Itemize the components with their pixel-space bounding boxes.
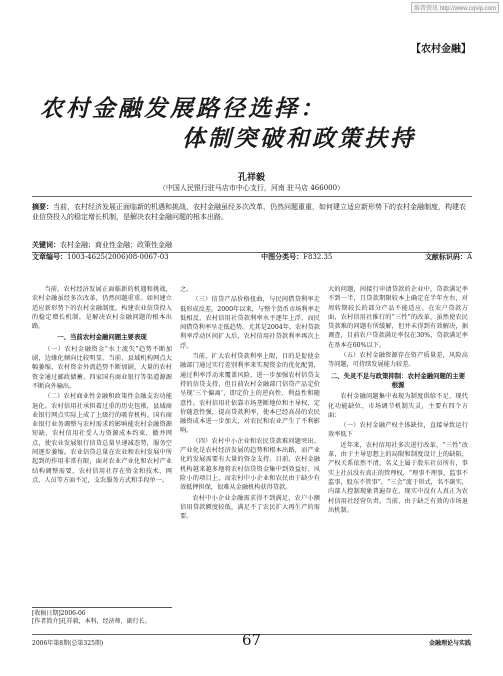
section-heading: 二、失灵不足与政策抑制：农村金融问题的主要根源 [330, 371, 466, 389]
author-info: [作者简介]孔祥毅，本科，经济师，副行长。 [32, 618, 151, 625]
body-column-1 [32, 285, 172, 486]
watermark: 维普资讯 http://www.cqvip.com [411, 2, 499, 13]
paragraph: （五）农村金融资源存在资产质量差，风险高等问题，可持续发展能力较差。 [328, 352, 468, 369]
paragraph: 农村中小企业金融需求得不到满足，农户小额信用贷款额度较低，满足不了农民扩大再生产的需要。 [180, 494, 320, 521]
journal-name: 金融理论与实践 [428, 641, 471, 647]
clc-code: F832.35 [303, 253, 333, 261]
title-line-2: 体制突破和政策扶持 [182, 125, 416, 152]
paragraph: 之。 [180, 286, 193, 293]
doc-code: A [466, 253, 472, 261]
keywords-text: 农村金融；商业性金融；政策性金融 [60, 241, 172, 249]
page-number: 67 [241, 631, 262, 649]
article-meta [32, 252, 472, 262]
doc-code-label: 文献标识码： [424, 252, 467, 261]
body-column-3 [328, 285, 468, 516]
keywords [32, 240, 472, 250]
body-column-2 [180, 285, 320, 522]
footnote [32, 607, 172, 626]
abstract [32, 202, 472, 222]
received-date: [收稿日期]2006-06 [32, 610, 86, 617]
clc-label: 中图分类号： [261, 252, 304, 261]
paragraph: （二）农村商业性金融和政策性金融支农功能退化。农村信用社承担着过重的历史包袱，县域商业银行网点实际上成了上级行的吸存机构。国有商业银行业务调整与农村需求的影响能农村金融资源短缺，农村信用社受人力资源成本约束，撤并网点，使农业发展银行信贷总量呈递减态势，服务空间逐步萎缩。农业信贷总量在农业和农村发展中所起到的作用非常有限，面对农业产业化和农村产业结构调整需要，农村信用社存在资金和技术、网点、人员等方面不足，支农服务方式和手段单一。 [32, 393, 172, 484]
title-line-1: 农村金融发展路径选择： [40, 95, 326, 122]
issue-info: 2006年第8期(总第325期) [32, 640, 104, 647]
paragraph: 大的问题，间接行申请贷款的企业中，贷款满足率不到一半，且贷款期限较本上确定在半年左右，对周转期较长的部分产品不能适应。在农户贷款方面，农村信用社推行的“三性”的改革，虽然使农民贷款难的问题有所缓解，但并未得到有效解决，据调查，目前农户贷款满足率仅在30%，贷款满足率在基本在60%以下。 [328, 286, 468, 349]
paragraph: （四）农村中小企业和农民贷款难问题突出。产业化是农村经济发展的趋势和根本出路，而产业化的发展需要有大量的资金支持。目前，农村金融机构越来越多地将农村信贷资金集中到效益好、风险小的项目上，而农村中小企业和农民由于缺少有效抵押担保，很难从金融机构获得贷款。 [180, 437, 320, 492]
author-name: 孔祥毅 [237, 173, 265, 183]
author-affiliation: （中国人民银行驻马店市中心支行，河南 驻马店 466000） [158, 184, 345, 192]
paragraph: （一）农村金融产权主体缺位，直接导致运行效率低下 [328, 422, 468, 439]
paragraph: 当前，扩大农村贷款利率上限，目的是促使金融部门通过实行差别利率来实现资金的优化配置，通过利率浮动来覆盖风险，进一步加强农村信贷支持的信贷支持，但目前农村金融部门信贷产品定价呈现‘三个偏离’，即定价上的逆向性、利益性和随意性。农村信用社依靠市场垄断地位和主导权，定价随意性强，提高贷款利率，使本已经高昂的农民融资成本进一步加大，对农民和农业产生了不利影响。 [180, 353, 320, 435]
paragraph: 近年来，农村信用社多次进行改革，“三性”改革，由于主导思想上的局限和制度设计上的缺陷，产权关系依然不清，名义上属于股东社员所有，事实上社员没有真正的管理权，“理事不理事，监事不监事，股东不管事”，“三会”流于形式，名不副实，内部人控制现象普遍存在，现实中没有人真正为农村信用社经营负责。当前，由于缺乏有效的市场退出机制。 [328, 441, 468, 514]
paragraph: 当前，农村经济发展正面临新的机遇和挑战，农村金融虽经多次改革，仍然问题重重。如何建立适应新形势下的农村金融制度，构建农业信贷投入的稳定增长机制，是解决农村金融问题的根本出路。 [32, 286, 172, 331]
article-no-label: 文章编号： [32, 252, 67, 261]
paragraph: （一）农村金融资金“水土流失”趋势不断加剧，边缘化倾向比较明显。当前，县域机构网点大幅萎缩，农村资金外流趋势不断加剧，大量的农村资金通过邮政储蓄、四家国有商业银行等渠道源源不断向外输出。 [32, 345, 172, 390]
abstract-text: 当前，农村经济发展正面临新的机遇和挑战，农村金融虽经多次改革，仍然问题重重，如何建立适应新形势下的农村金融制度，构建农业信贷投入的稳定增长机制，是解决农村金融问题的根本出路。 [32, 203, 466, 221]
paragraph: 农村金融问题集中表现为制度供给不足、现代化功能缺位、市场调节机制失灵，主要有四个方面： [328, 393, 468, 419]
keywords-label: 关键词： [32, 240, 60, 249]
article-no: 1003-4625(2006)08-0067-03 [67, 253, 169, 261]
column-tag: 【农村金融】 [411, 44, 471, 55]
section-heading: 一、当前农村金融问题主要表现 [57, 333, 147, 342]
paragraph: （三）信贷产品价格扭曲，与民间借贷利率走低形成反差。2000年以来，与整个货币市场利率走低相反，农村信用社贷款利率水平逐年上浮，而民间借贷利率呈走低趋势。尤其是2004年，农村贷款利率浮动区间扩大后，农村信用社贷款利率再次上浮。 [180, 296, 320, 350]
abstract-label: 摘要： [32, 202, 53, 211]
